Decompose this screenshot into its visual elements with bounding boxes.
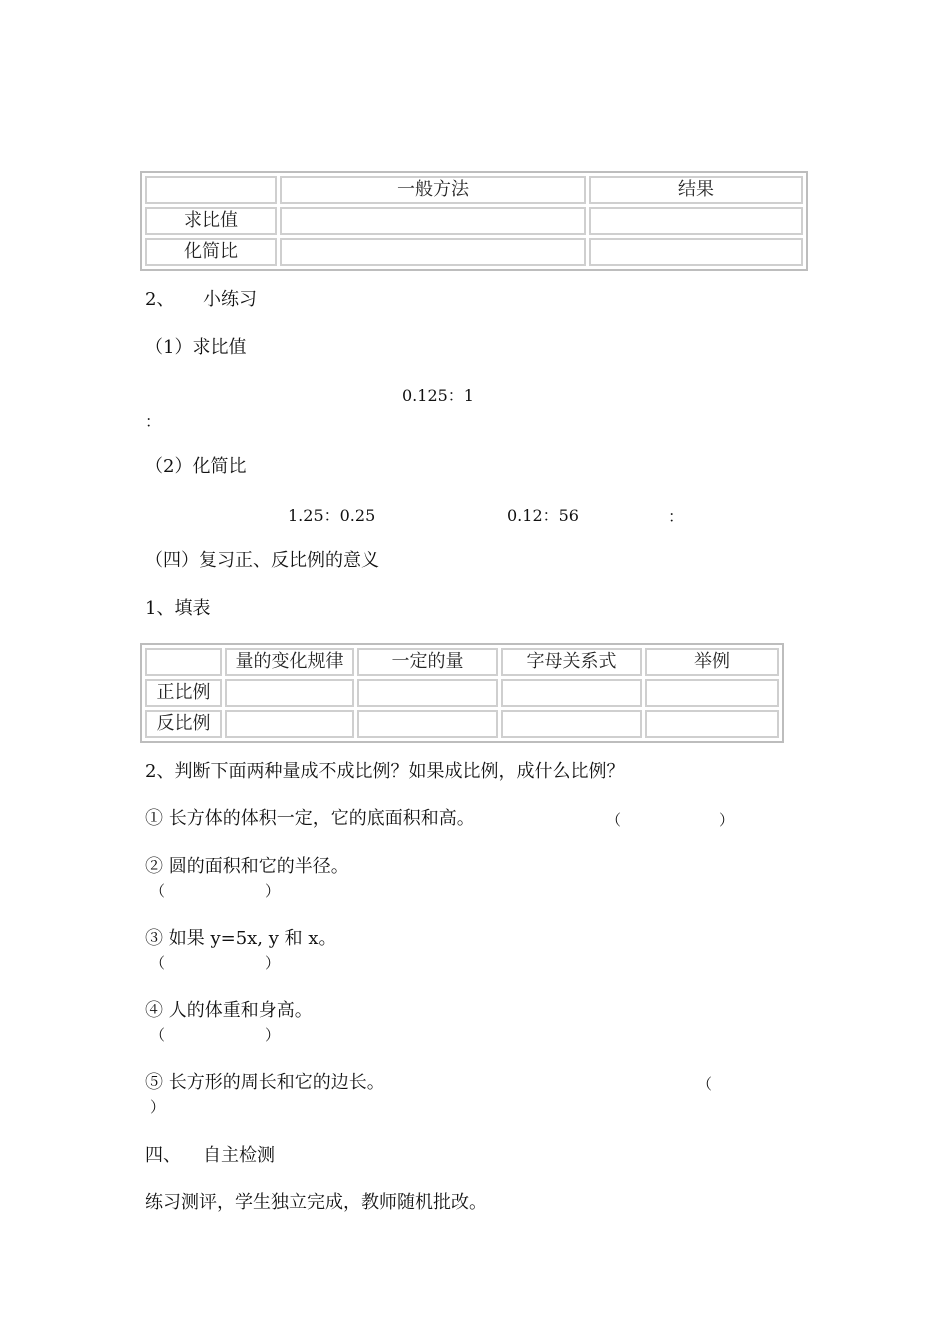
table-row xyxy=(145,238,803,266)
table-cell xyxy=(225,679,354,707)
section-title: 自主检测 xyxy=(203,1145,275,1166)
table-row xyxy=(145,679,779,707)
table-cell xyxy=(645,679,779,707)
question-heading: 2、判断下面两种量成不成比例？如果成比例，成什么比例？ xyxy=(145,761,625,782)
answer-paren-close: ） xyxy=(265,954,281,972)
answer-paren-close: ） xyxy=(719,811,735,829)
table-cell xyxy=(501,710,642,738)
table-cell xyxy=(357,679,498,707)
question-item: ⑤ 长方形的周长和它的边长。 xyxy=(145,1072,385,1093)
table-row-label: 正比例 xyxy=(145,679,222,707)
section-title: 小练习 xyxy=(203,289,257,310)
table-header-cell xyxy=(145,176,277,204)
closing-paragraph: 练习测评，学生独立完成，教师随机批改。 xyxy=(145,1192,487,1213)
answer-paren-open: （ xyxy=(150,954,166,972)
table-cell xyxy=(280,207,586,235)
answer-paren-close: ） xyxy=(150,1098,166,1116)
answer-paren-open: （ xyxy=(150,882,166,900)
table-cell xyxy=(589,238,803,266)
question-item: ① 长方体的体积一定，它的底面积和高。 xyxy=(145,808,475,829)
table-row-label: 求比值 xyxy=(145,207,277,235)
answer-paren-open: （ xyxy=(606,811,622,829)
method-table xyxy=(140,171,808,271)
question-item: ② 圆的面积和它的半径。 xyxy=(145,856,349,877)
table-row xyxy=(145,648,779,676)
table-cell xyxy=(501,679,642,707)
table-row-label: 反比例 xyxy=(145,710,222,738)
answer-paren-open: （ xyxy=(150,1026,166,1044)
table-row-label: 化简比 xyxy=(145,238,277,266)
table-row xyxy=(145,207,803,235)
answer-colon: ： xyxy=(145,412,162,431)
section-heading: （四）复习正、反比例的意义 xyxy=(145,550,379,571)
proportion-table xyxy=(140,643,784,743)
answer-paren-close: ） xyxy=(265,1026,281,1044)
table-cell xyxy=(645,710,779,738)
table-cell xyxy=(589,207,803,235)
table-header-cell: 结果 xyxy=(589,176,803,204)
table-row xyxy=(145,176,803,204)
ratio-expression: 1.25：0.25 xyxy=(288,506,376,525)
table-header-cell xyxy=(145,648,222,676)
answer-colon: ： xyxy=(668,507,685,526)
section-number: 2、 xyxy=(145,289,175,310)
table-header-cell: 一定的量 xyxy=(357,648,498,676)
table-header-cell: 举例 xyxy=(645,648,779,676)
subsection-heading: 1、填表 xyxy=(145,598,211,619)
table-cell xyxy=(357,710,498,738)
answer-paren-close: ） xyxy=(265,882,281,900)
part-label: （2）化简比 xyxy=(145,456,247,477)
table-cell xyxy=(225,710,354,738)
table-header-cell: 字母关系式 xyxy=(501,648,642,676)
question-item: ④ 人的体重和身高。 xyxy=(145,1000,313,1021)
part-label: （1）求比值 xyxy=(145,337,247,358)
question-item: ③ 如果 y=5x, y 和 x。 xyxy=(145,928,337,949)
section-number: 四、 xyxy=(145,1145,181,1166)
ratio-expression: 0.125：1 xyxy=(402,386,474,405)
ratio-expression: 0.12：56 xyxy=(507,506,579,525)
answer-paren-open: （ xyxy=(697,1075,713,1093)
table-cell xyxy=(280,238,586,266)
table-header-cell: 量的变化规律 xyxy=(225,648,354,676)
table-row xyxy=(145,710,779,738)
table-header-cell: 一般方法 xyxy=(280,176,586,204)
